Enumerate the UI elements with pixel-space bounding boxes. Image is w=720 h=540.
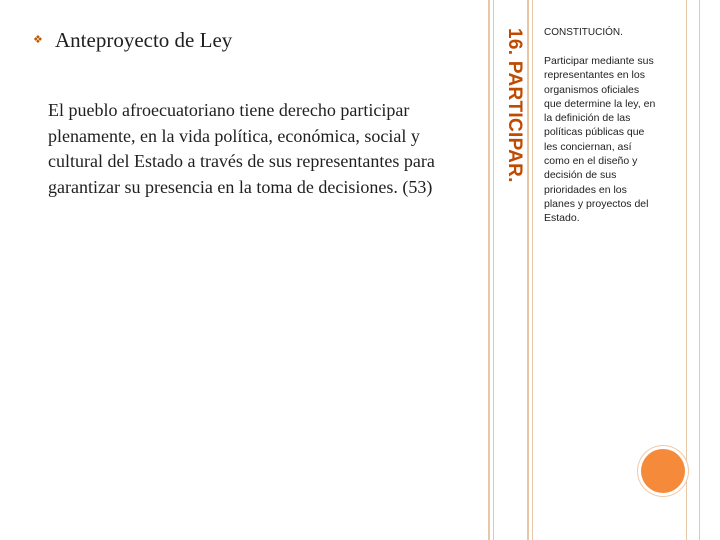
divider-line: [527, 0, 529, 540]
right-heading: CONSTITUCIÓN.: [544, 27, 623, 38]
divider-line: [532, 0, 533, 540]
vertical-title-text: 16. PARTICIPAR.: [504, 28, 525, 183]
bullet-icon: ❖: [33, 33, 43, 46]
divider-line: [493, 0, 494, 540]
slide-heading: Anteproyecto de Ley: [55, 28, 233, 52]
decorative-circle: [641, 449, 685, 493]
body-paragraph: El pueblo afroecuatoriano tiene derecho participar plenamente, en la vida política, económica, social y cultural del Estado a través de sus representantes para garantizar su presencia en la toma de decisiones. (53): [48, 100, 435, 197]
divider-line: [686, 0, 687, 540]
right-paragraph: Participar mediante sus representantes en los organismos oficiales que determine la ley, en la definición de las políticas públicas que les conciernan, así como en el diseño y decisión de sus prioridades en los planes y proyectos del Estado.: [544, 55, 656, 225]
divider-line: [699, 0, 700, 540]
vertical-title: [497, 28, 525, 188]
divider-line: [488, 0, 490, 540]
